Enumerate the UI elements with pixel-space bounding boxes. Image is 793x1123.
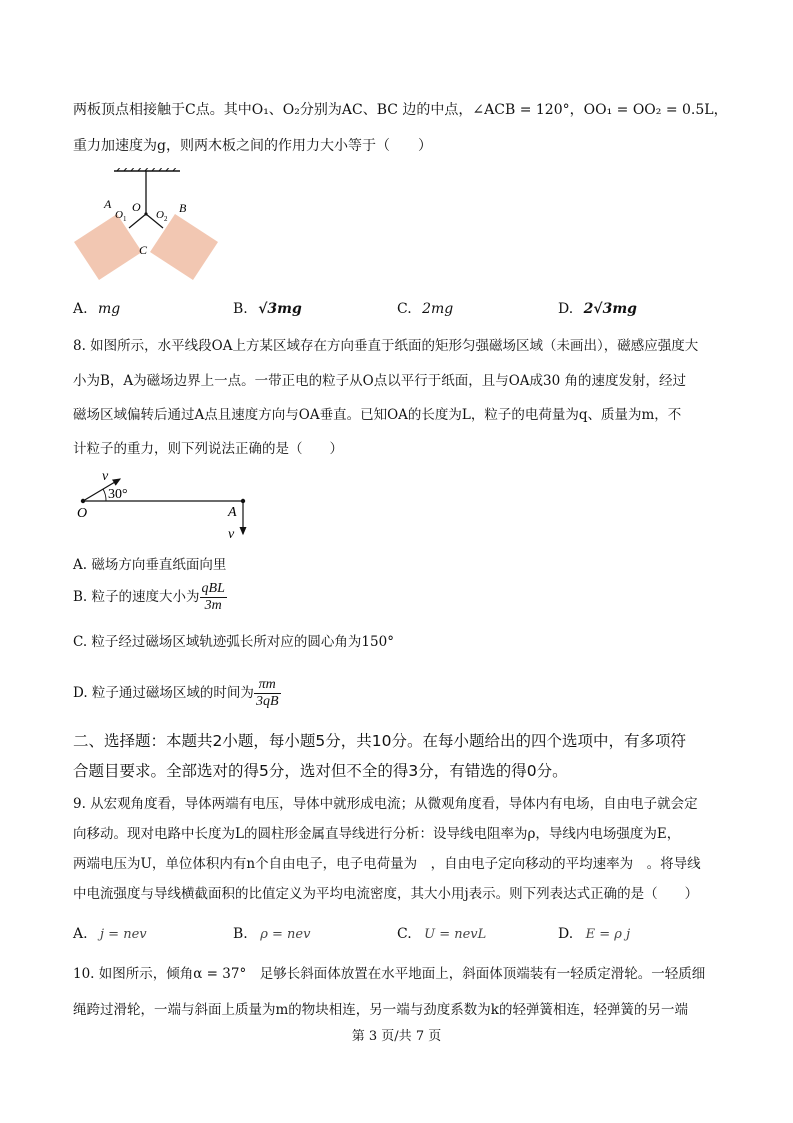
- option-letter: C.: [397, 301, 412, 317]
- fraction-numerator: qBL: [201, 581, 225, 596]
- q9-option-c: [397, 925, 486, 944]
- option-letter: B.: [233, 926, 248, 942]
- option-b-prefix: B. 粒子的速度大小为: [73, 589, 200, 605]
- q9-option-d: [558, 925, 630, 944]
- option-text: j = nev: [100, 927, 147, 942]
- q8-option-a: A. 磁场方向垂直纸面向里: [73, 557, 227, 573]
- option-text: 2mg: [422, 301, 454, 317]
- label-v-bottom: v: [228, 527, 235, 542]
- label-a: A: [104, 197, 112, 211]
- q8-text-line3: 磁场区域偏转后通过A点且速度方向与OA垂直。已知OA的长度为L，粒子的电荷量为q、质量为m，不: [73, 407, 682, 423]
- q9-text-line2: 向移动。现对电路中长度为L的圆柱形金属直导线进行分析：设导线电阻率为ρ，导线内电场强度为E，: [73, 826, 681, 842]
- label-o: O: [132, 200, 141, 214]
- q10-text-line2: 绳跨过滑轮，一端与斜面上质量为m的物块相连，另一端与劲度系数为k的轻弹簧相连，轻弹簧的另一端: [73, 1002, 688, 1018]
- label-o2: O: [156, 209, 164, 221]
- section-2-heading-line2: 合题目要求。全部选对的得5分，选对但不全的得3分，有错选的得0分。: [73, 762, 568, 780]
- q8-text-line2: 小为B，A为磁场边界上一点。一带正电的粒子从O点以平行于纸面，且与OA成30 角的速度发射，经过: [73, 373, 687, 389]
- option-d-fraction: [254, 677, 281, 710]
- q7-option-d: [558, 300, 637, 318]
- option-letter: D.: [558, 926, 574, 942]
- q8-figure: [70, 468, 260, 543]
- q7-option-b: [233, 300, 302, 318]
- option-text: ρ = nev: [260, 927, 311, 942]
- q7-text-line2: 重力加速度为g，则两木板之间的作用力大小等于（ ）: [73, 138, 432, 154]
- section-2-heading-line1: 二、选择题：本题共2小题，每小题5分，共10分。在每小题给出的四个选项中，有多项符: [73, 732, 686, 750]
- label-o2-sub: 2: [164, 215, 168, 223]
- q8-option-c: C. 粒子经过磁场区域轨迹弧长所对应的圆心角为150°: [73, 634, 394, 650]
- label-o: O: [77, 506, 88, 521]
- q8-option-b: [73, 578, 227, 616]
- q9-text-line4: 中电流强度与导线横截面积的比值定义为平均电流密度，其大小用j表示。则下列表达式正确的是（ ）: [73, 886, 699, 902]
- label-b: B: [179, 201, 187, 215]
- option-text: E = ρ j: [585, 927, 631, 942]
- fraction-numerator: πm: [254, 677, 281, 694]
- q9-option-b: [233, 925, 310, 944]
- page-number: 第 3 页/共 7 页: [351, 1029, 442, 1044]
- left-board: [74, 214, 142, 280]
- option-text: √3mg: [258, 301, 302, 317]
- q8-text-line4: 计粒子的重力，则下列说法正确的是（ ）: [73, 441, 343, 457]
- label-o1: O: [115, 209, 123, 221]
- label-a: A: [228, 505, 237, 520]
- fraction-denominator: 3m: [204, 598, 222, 613]
- q7-option-c: [397, 300, 453, 318]
- q8-text-line1: 8. 如图所示，水平线段OA上方某区域存在方向垂直于纸面的矩形匀强磁场区域（未画出），磁感应强度大: [73, 338, 699, 354]
- q7-option-a: [73, 300, 120, 318]
- q7-text-line1: 两板顶点相接触于C点。其中O₁、O₂分别为AC、BC 边的中点，∠ACB = 120°，OO₁ = OO₂ = 0.5L，: [73, 102, 728, 118]
- q9-option-a: [73, 925, 147, 944]
- label-c: C: [139, 243, 148, 257]
- q9-text-line3: 两端电压为U，单位体积内有n个自由电子，电子电荷量为 ，自由电子定向移动的平均速率为 。将导线: [73, 856, 701, 872]
- option-d-prefix: D. 粒子通过磁场区域的时间为: [73, 685, 254, 701]
- option-text: 2√3mg: [583, 301, 637, 317]
- q9-text-line1: 9. 从宏观角度看，导体两端有电压，导体中就形成电流；从微观角度看，导体内有电场，自由电子就会定: [73, 796, 698, 812]
- label-angle: 30°: [108, 487, 128, 502]
- option-letter: B.: [233, 301, 248, 317]
- fraction-denominator: 3qB: [255, 694, 279, 709]
- option-text: U = nevL: [424, 927, 487, 942]
- option-letter: C.: [397, 926, 412, 942]
- q8-option-d: [73, 673, 281, 713]
- option-letter: A.: [73, 926, 88, 942]
- option-text: mg: [98, 301, 121, 317]
- option-letter: D.: [558, 301, 574, 317]
- q10-text-line1: 10. 如图所示，倾角α = 37° 足够长斜面体放置在水平地面上，斜面体顶端装有一轻质定滑轮。一轻质细: [73, 966, 706, 982]
- q7-figure: [70, 168, 240, 288]
- option-b-fraction: [200, 581, 227, 614]
- label-o1-sub: 1: [123, 215, 127, 223]
- right-board: [150, 214, 218, 280]
- option-letter: A.: [73, 301, 88, 317]
- label-v-top: v: [102, 469, 109, 484]
